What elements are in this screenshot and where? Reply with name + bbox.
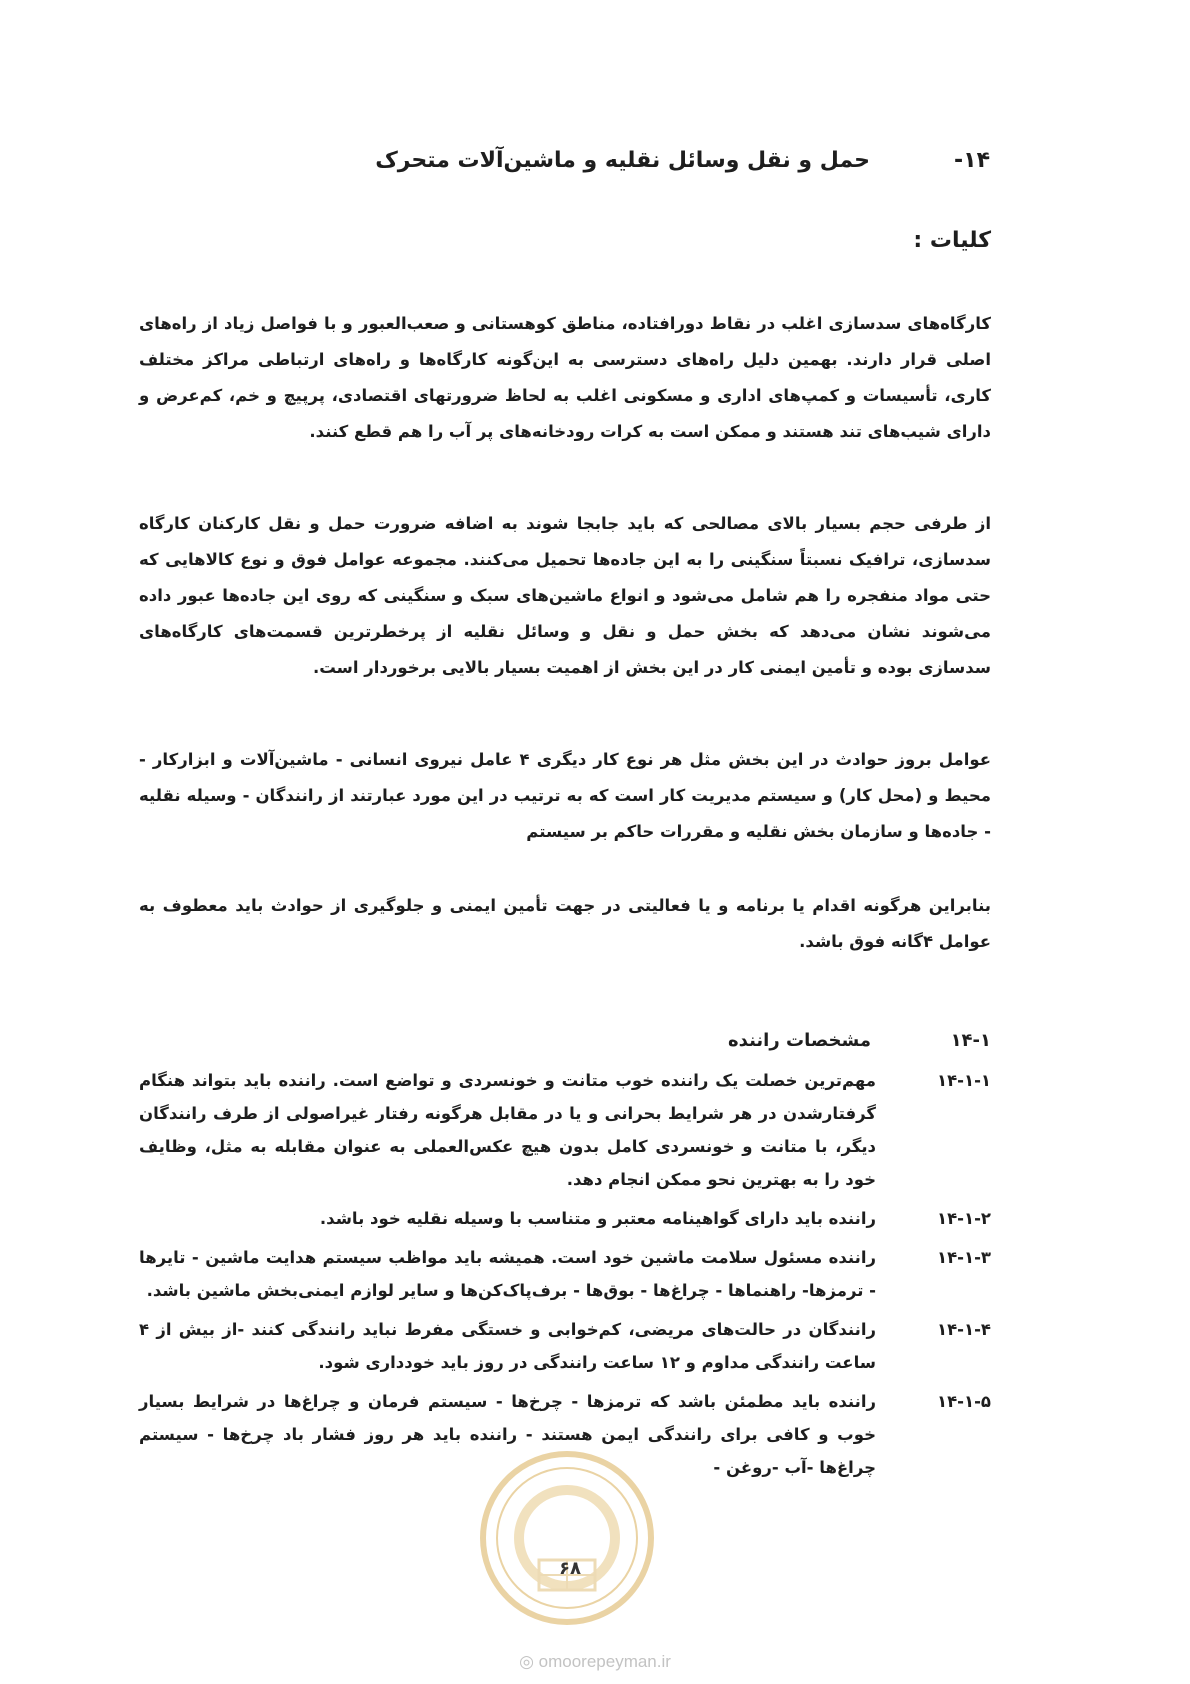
- item-text: راننده باید مطمئن باشد که ترمزها - چرخ‌ها - سیستم فرمان و چراغ‌ها در شرایط بسیار خوب و کافی برای رانندگی ایمن هستند - راننده باید هر روز فشار باد چرخ‌ها - سیستم چراغ‌ها -آب -روغن -: [139, 1392, 876, 1477]
- page-number: ۶۸: [559, 1558, 581, 1579]
- item-number: ۱۴-۱-۲: [937, 1209, 991, 1228]
- overview-heading: کلیات :: [913, 228, 991, 253]
- paragraph: کارگاه‌های سدسازی اغلب در نقاط دورافتاده، مناطق کوهستانی و صعب‌العبور و با فواصل زیاد از راه‌های اصلی قرار دارند. بهمین دلیل راه‌های دسترسی به این‌گونه کارگاه‌ها و راه‌های ارتباطی مراکز مختلف کاری، تأسیسات و کمپ‌های اداری و مسکونی اغلب به لحاظ ضرورتهای اقتصادی، پرپیچ و خم، کم‌عرض و دارای شیب‌های تند هستند و ممکن است به کرات رودخانه‌های پر آب را هم قطع کنند.: [139, 314, 991, 441]
- numbered-list: [139, 1064, 991, 1490]
- watermark-seal-icon: [477, 1448, 657, 1628]
- item-number: ۱۴-۱-۵: [937, 1392, 991, 1411]
- paragraph: بنابراین هرگونه اقدام یا برنامه و یا فعالیتی در جهت تأمین ایمنی و جلوگیری از حوادث باید معطوف به عوامل ۴گانه فوق باشد.: [139, 896, 991, 951]
- item-number: ۱۴-۱-۳: [937, 1248, 991, 1267]
- item-number: ۱۴-۱-۱: [937, 1071, 991, 1090]
- footer-url-text: omoorepeyman.ir: [538, 1652, 671, 1671]
- item-number: ۱۴-۱-۴: [937, 1320, 991, 1339]
- paragraph: از طرفی حجم بسیار بالای مصالحی که باید جابجا شوند به اضافه ضرورت حمل و نقل کارکنان کارگاه سدسازی، ترافیک نسبتاً سنگینی را به این جاده‌ها تحمیل می‌کنند. مجموعه عوامل فوق و نوع کالاهایی که حتی مواد منفجره را هم شامل می‌شود و انواع ماشین‌های سبک و سنگینی که روی این جاده‌ها عبور داده می‌شوند نشان می‌دهد که بخش حمل و نقل و وسائل نقلیه از پرخطرترین قسمت‌های کارگاه‌های سدسازی بوده و تأمین ایمنی کار در این بخش از اهمیت بسیار بالایی برخوردار است.: [139, 514, 991, 677]
- chapter-number: ۱۴-: [954, 148, 990, 173]
- footer-url: [490, 1652, 700, 1672]
- chapter-heading: [375, 148, 990, 184]
- item-text: مهم‌ترین خصلت یک راننده خوب متانت و خونسردی و تواضع است. راننده باید بتواند هنگام گرفتارشدن در هر شرایط بحرانی و یا در مقابل هرگونه رفتار غیراصولی از طرف رانندگان دیگر، با متانت و خونسردی کامل بدون هیچ عکس‌العملی به عنوان مقابله به مثل، وظایف خود را به بهترین نحو ممکن انجام دهد.: [139, 1071, 876, 1189]
- list-item: [139, 1313, 991, 1379]
- item-text: راننده باید دارای گواهینامه معتبر و متناسب با وسیله نقلیه خود باشد.: [319, 1209, 876, 1228]
- section-title: مشخصات راننده: [728, 1030, 871, 1051]
- chapter-title: حمل و نقل وسائل نقلیه و ماشین‌آلات متحرک: [375, 148, 870, 173]
- paragraph: عوامل بروز حوادث در این بخش مثل هر نوع کار دیگری ۴ عامل نیروی انسانی - ماشین‌آلات و ابزارکار - محیط و (محل کار) و سیستم مدیریت کار است که به ترتیب در این مورد عبارتند از رانندگان - وسیله نقلیه - جاده‌ها و سازمان بخش نقلیه و مقررات حاکم بر سیستم: [139, 750, 991, 841]
- item-text: راننده مسئول سلامت ماشین خود است. همیشه باید مواظب سیستم هدایت ماشین - تایرها - ترمزها- راهنماها - چراغ‌ها - بوق‌ها - برف‌پاک‌کن‌ها و سایر لوازم ایمنی‌بخش ماشین باشد.: [139, 1248, 876, 1300]
- list-item: [139, 1241, 991, 1307]
- list-item: [139, 1064, 991, 1196]
- item-text: رانندگان در حالت‌های مریضی، کم‌خوابی و خستگی مفرط نباید رانندگی کنند -از بیش از ۴ ساعت رانندگی مداوم و ۱۲ ساعت رانندگی در روز باید خودداری شود.: [139, 1320, 876, 1372]
- globe-icon: ◎: [519, 1652, 534, 1671]
- section-number: ۱۴-۱: [950, 1030, 991, 1051]
- list-item: [139, 1202, 991, 1235]
